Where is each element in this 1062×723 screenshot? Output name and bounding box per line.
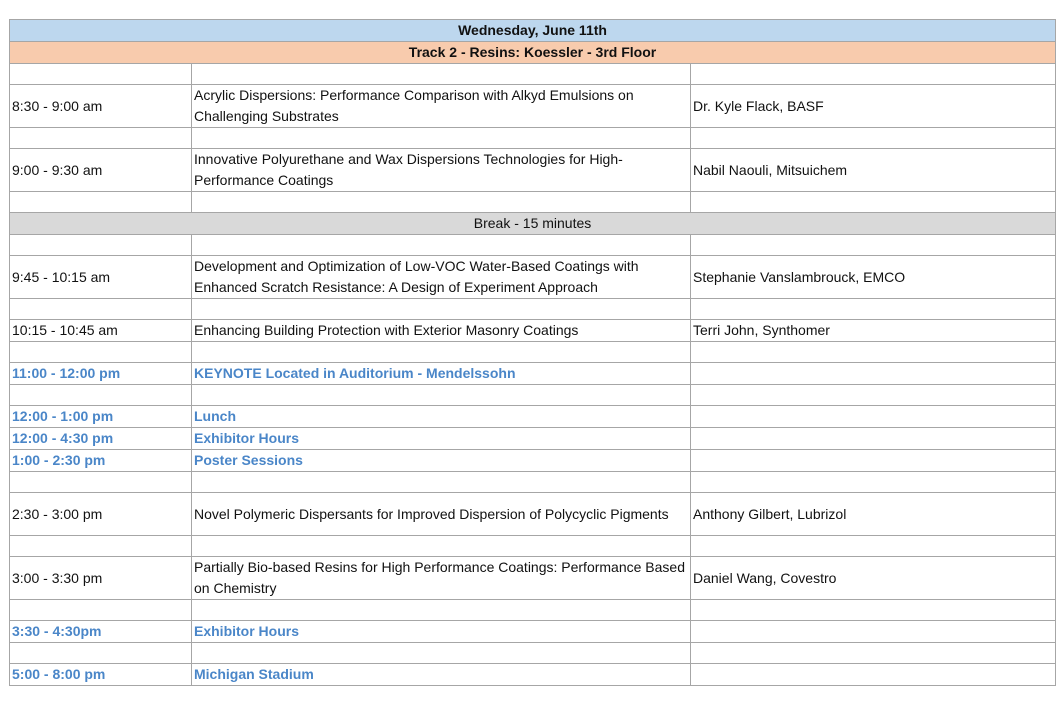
session-row: [10, 85, 1056, 128]
empty-cell[interactable]: [691, 385, 1056, 406]
spacer-row: [10, 536, 1056, 557]
empty-cell[interactable]: [691, 643, 1056, 664]
event-time[interactable]: 5:00 - 8:00 pm: [10, 664, 192, 686]
spacer-row: [10, 643, 1056, 664]
event-title[interactable]: Exhibitor Hours: [192, 428, 691, 450]
track-title[interactable]: Track 2 - Resins: Koessler - 3rd Floor: [10, 42, 1056, 64]
session-row: [10, 493, 1056, 536]
empty-cell[interactable]: [192, 342, 691, 363]
empty-cell[interactable]: [192, 643, 691, 664]
break-row: [10, 213, 1056, 235]
empty-cell[interactable]: [691, 406, 1056, 428]
empty-cell[interactable]: [10, 385, 192, 406]
empty-cell[interactable]: [192, 64, 691, 85]
session-speaker[interactable]: Daniel Wang, Covestro: [691, 557, 1056, 600]
session-title[interactable]: Partially Bio-based Resins for High Performance Coatings: Performance Based on Chemistry: [192, 557, 691, 600]
session-row: [10, 149, 1056, 192]
session-title[interactable]: Novel Polymeric Dispersants for Improved Dispersion of Polycyclic Pigments: [192, 493, 691, 536]
empty-cell[interactable]: [691, 363, 1056, 385]
empty-cell[interactable]: [192, 235, 691, 256]
spacer-row: [10, 64, 1056, 85]
spacer-row: [10, 472, 1056, 493]
empty-cell[interactable]: [10, 342, 192, 363]
session-time[interactable]: 2:30 - 3:00 pm: [10, 493, 192, 536]
empty-cell[interactable]: [691, 472, 1056, 493]
event-row: [10, 664, 1056, 686]
session-title[interactable]: Innovative Polyurethane and Wax Dispersions Technologies for High-Performance Coatings: [192, 149, 691, 192]
empty-cell[interactable]: [192, 600, 691, 621]
session-title[interactable]: Acrylic Dispersions: Performance Comparison with Alkyd Emulsions on Challenging Substrates: [192, 85, 691, 128]
event-time[interactable]: 12:00 - 1:00 pm: [10, 406, 192, 428]
spacer-row: [10, 299, 1056, 320]
empty-cell[interactable]: [10, 64, 192, 85]
empty-cell[interactable]: [691, 621, 1056, 643]
session-time[interactable]: 9:00 - 9:30 am: [10, 149, 192, 192]
session-speaker[interactable]: Terri John, Synthomer: [691, 320, 1056, 342]
event-row: [10, 621, 1056, 643]
empty-cell[interactable]: [192, 192, 691, 213]
empty-cell[interactable]: [10, 643, 192, 664]
session-row: [10, 320, 1056, 342]
empty-cell[interactable]: [192, 299, 691, 320]
empty-cell[interactable]: [10, 192, 192, 213]
event-title[interactable]: Poster Sessions: [192, 450, 691, 472]
empty-cell[interactable]: [691, 536, 1056, 557]
event-title[interactable]: KEYNOTE Located in Auditorium - Mendelssohn: [192, 363, 691, 385]
event-title[interactable]: Exhibitor Hours: [192, 621, 691, 643]
spacer-row: [10, 600, 1056, 621]
empty-cell[interactable]: [691, 600, 1056, 621]
empty-cell[interactable]: [10, 235, 192, 256]
empty-cell[interactable]: [10, 536, 192, 557]
event-time[interactable]: 11:00 - 12:00 pm: [10, 363, 192, 385]
event-title[interactable]: Michigan Stadium: [192, 664, 691, 686]
event-row: [10, 450, 1056, 472]
day-header-row: [10, 20, 1056, 42]
event-title[interactable]: Lunch: [192, 406, 691, 428]
empty-cell[interactable]: [691, 235, 1056, 256]
empty-cell[interactable]: [691, 64, 1056, 85]
empty-cell[interactable]: [691, 128, 1056, 149]
empty-cell[interactable]: [691, 428, 1056, 450]
empty-cell[interactable]: [192, 536, 691, 557]
event-time[interactable]: 12:00 - 4:30 pm: [10, 428, 192, 450]
spacer-row: [10, 192, 1056, 213]
empty-cell[interactable]: [691, 664, 1056, 686]
empty-cell[interactable]: [10, 128, 192, 149]
empty-cell[interactable]: [10, 600, 192, 621]
spacer-row: [10, 128, 1056, 149]
session-time[interactable]: 10:15 - 10:45 am: [10, 320, 192, 342]
empty-cell[interactable]: [10, 299, 192, 320]
spacer-row: [10, 342, 1056, 363]
event-row: [10, 406, 1056, 428]
day-title[interactable]: Wednesday, June 11th: [10, 20, 1056, 42]
session-time[interactable]: 9:45 - 10:15 am: [10, 256, 192, 299]
session-row: [10, 557, 1056, 600]
empty-cell[interactable]: [192, 472, 691, 493]
event-time[interactable]: 1:00 - 2:30 pm: [10, 450, 192, 472]
session-speaker[interactable]: Nabil Naouli, Mitsuichem: [691, 149, 1056, 192]
schedule-table: [9, 19, 1056, 686]
session-speaker[interactable]: Stephanie Vanslambrouck, EMCO: [691, 256, 1056, 299]
event-row: [10, 428, 1056, 450]
empty-cell[interactable]: [691, 450, 1056, 472]
track-header-row: [10, 42, 1056, 64]
spacer-row: [10, 385, 1056, 406]
empty-cell[interactable]: [192, 385, 691, 406]
session-time[interactable]: 3:00 - 3:30 pm: [10, 557, 192, 600]
event-row: [10, 363, 1056, 385]
session-time[interactable]: 8:30 - 9:00 am: [10, 85, 192, 128]
session-title[interactable]: Enhancing Building Protection with Exterior Masonry Coatings: [192, 320, 691, 342]
spacer-row: [10, 235, 1056, 256]
empty-cell[interactable]: [10, 472, 192, 493]
session-speaker[interactable]: Dr. Kyle Flack, BASF: [691, 85, 1056, 128]
session-title[interactable]: Development and Optimization of Low-VOC Water-Based Coatings with Enhanced Scratch Resistance: A Design of Experiment Approach: [192, 256, 691, 299]
session-row: [10, 256, 1056, 299]
session-speaker[interactable]: Anthony Gilbert, Lubrizol: [691, 493, 1056, 536]
empty-cell[interactable]: [691, 342, 1056, 363]
empty-cell[interactable]: [691, 192, 1056, 213]
event-time[interactable]: 3:30 - 4:30pm: [10, 621, 192, 643]
empty-cell[interactable]: [691, 299, 1056, 320]
break-label[interactable]: Break - 15 minutes: [10, 213, 1056, 235]
empty-cell[interactable]: [192, 128, 691, 149]
